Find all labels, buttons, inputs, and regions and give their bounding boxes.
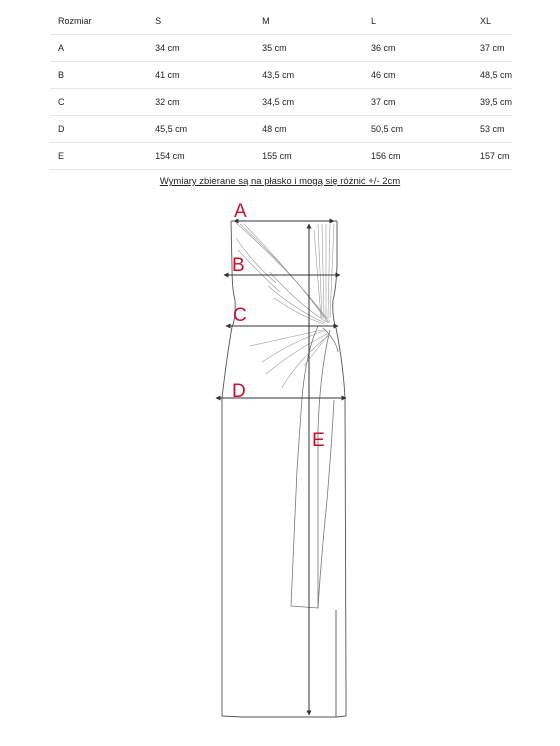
row-label: B [50, 62, 147, 89]
cell-l: 37 cm [363, 89, 472, 116]
cell-l: 50,5 cm [363, 116, 472, 143]
measurement-lines [216, 221, 346, 715]
measure-e-label: E [312, 430, 325, 451]
measure-a-label: A [234, 201, 247, 222]
header-s: S [147, 8, 254, 35]
header-size: Rozmiar [50, 8, 147, 35]
header-l: L [363, 8, 472, 35]
cell-xl: 39,5 cm [472, 89, 512, 116]
cell-s: 32 cm [147, 89, 254, 116]
cell-l: 156 cm [363, 143, 472, 170]
cell-s: 34 cm [147, 35, 254, 62]
cell-s: 154 cm [147, 143, 254, 170]
cell-m: 43,5 cm [254, 62, 363, 89]
cell-l: 36 cm [363, 35, 472, 62]
header-xl: XL [472, 8, 512, 35]
cell-m: 35 cm [254, 35, 363, 62]
header-m: M [254, 8, 363, 35]
dress-left-side [222, 221, 242, 717]
cell-xl: 53 cm [472, 116, 512, 143]
cell-s: 45,5 cm [147, 116, 254, 143]
cell-m: 48 cm [254, 116, 363, 143]
dress-right-side [333, 221, 346, 717]
cell-s: 41 cm [147, 62, 254, 89]
measurement-note: Wymiary zbierane są na płasko i mogą się różnić +/- 2cm [159, 176, 401, 187]
cell-m: 155 cm [254, 143, 363, 170]
row-label: A [50, 35, 147, 62]
cell-m: 34,5 cm [254, 89, 363, 116]
cell-xl: 157 cm [472, 143, 512, 170]
dress-drape [291, 326, 338, 608]
dress-outline [222, 221, 346, 717]
dress-pleats [236, 223, 334, 388]
cell-l: 46 cm [363, 62, 472, 89]
measure-d-label: D [232, 381, 246, 402]
cell-xl: 48,5 cm [472, 62, 512, 89]
measure-c-label: C [233, 305, 247, 326]
cell-xl: 37 cm [472, 35, 512, 62]
row-label: E [50, 143, 147, 170]
measure-b-label: B [232, 255, 245, 276]
row-label: C [50, 89, 147, 116]
row-label: D [50, 116, 147, 143]
